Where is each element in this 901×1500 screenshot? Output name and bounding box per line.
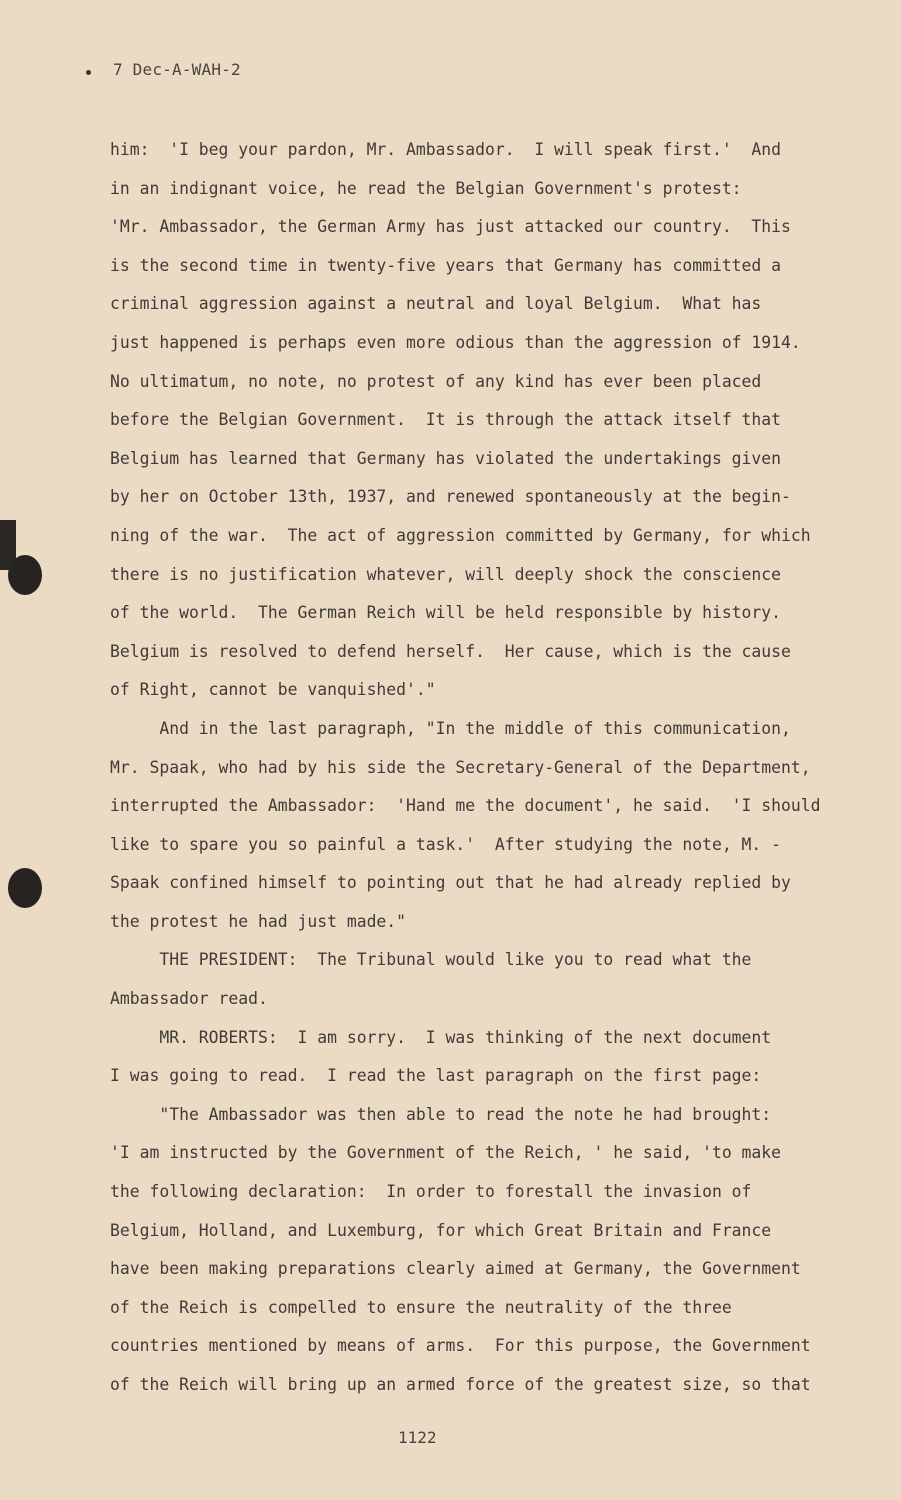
transcript-body: [110, 131, 830, 1405]
page-number: 1122: [398, 1428, 437, 1447]
text-line: Belgium has learned that Germany has violated the undertakings given: [110, 448, 782, 468]
text-line: of the Reich will bring up an armed force of the greatest size, so that: [110, 1375, 811, 1394]
text-line: Belgium, Holland, and Luxemburg, for which Great Britain and France: [110, 1220, 772, 1240]
text-line: Ambassador read.: [110, 989, 268, 1009]
text-line: of Right, cannot be vanquished'.": [110, 680, 436, 700]
text-line: like to spare you so painful a task.' After studying the note, M. -: [110, 834, 782, 854]
text-line: there is no justification whatever, will deeply shock the conscience: [110, 564, 782, 584]
text-line: is the second time in twenty-five years that Germany has committed a: [110, 255, 782, 275]
margin-mark: [86, 70, 91, 75]
text-line: just happened is perhaps even more odious than the aggression of 1914.: [110, 332, 801, 352]
text-line: MR. ROBERTS: I am sorry. I was thinking of the next document: [110, 1027, 772, 1047]
text-line: 'Mr. Ambassador, the German Army has just attacked our country. This: [110, 217, 791, 237]
text-line: in an indignant voice, he read the Belgian Government's protest:: [110, 178, 742, 198]
text-line: I was going to read. I read the last paragraph on the first page:: [110, 1066, 762, 1086]
text-line: of the world. The German Reich will be held responsible by history.: [110, 603, 782, 623]
text-line: countries mentioned by means of arms. For this purpose, the Government: [110, 1336, 811, 1356]
text-line: the protest he had just made.": [110, 911, 407, 931]
text-line: "The Ambassador was then able to read the note he had brought:: [110, 1104, 772, 1124]
punch-hole-top: [8, 555, 42, 595]
text-line: No ultimatum, no note, no protest of any kind has ever been placed: [110, 371, 762, 391]
text-line: Mr. Spaak, who had by his side the Secretary-General of the Department,: [110, 757, 811, 777]
text-line: Belgium is resolved to defend herself. Her cause, which is the cause: [110, 641, 791, 661]
text-line: interrupted the Ambassador: 'Hand me the document', he said. 'I should: [110, 796, 821, 816]
text-line: 'I am instructed by the Government of the Reich, ' he said, 'to make: [110, 1143, 782, 1163]
text-line: by her on October 13th, 1937, and renewed spontaneously at the begin-: [110, 487, 791, 507]
text-line: have been making preparations clearly aimed at Germany, the Government: [110, 1259, 801, 1279]
text-line: THE PRESIDENT: The Tribunal would like you to read what the: [110, 950, 752, 970]
text-line: of the Reich is compelled to ensure the neutrality of the three: [110, 1297, 732, 1317]
text-line: the following declaration: In order to forestall the invasion of: [110, 1182, 752, 1202]
punch-hole-bottom: [8, 868, 42, 908]
text-line: before the Belgian Government. It is through the attack itself that: [110, 410, 782, 430]
document-reference: 7 Dec-A-WAH-2: [113, 60, 241, 79]
text-line: criminal aggression against a neutral and loyal Belgium. What has: [110, 294, 762, 314]
text-line: And in the last paragraph, "In the middle of this communication,: [110, 718, 791, 738]
text-line: ning of the war. The act of aggression committed by Germany, for which: [110, 525, 811, 545]
text-line: him: 'I beg your pardon, Mr. Ambassador. I will speak first.' And: [110, 140, 782, 159]
text-line: Spaak confined himself to pointing out that he had already replied by: [110, 873, 791, 893]
